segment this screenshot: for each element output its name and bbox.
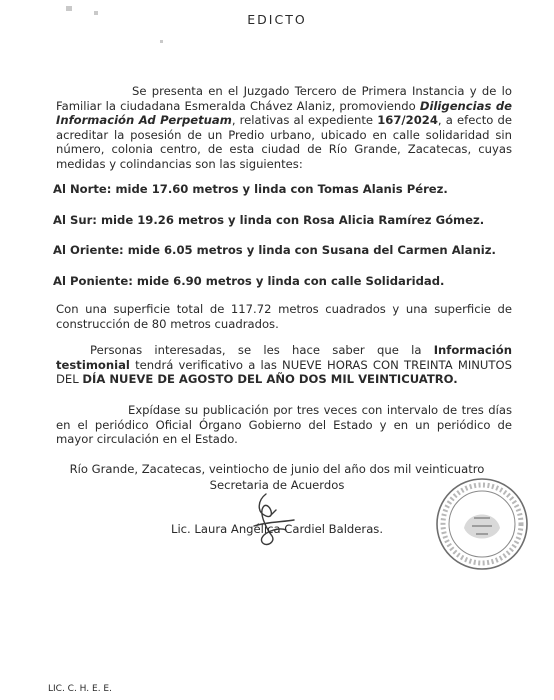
scan-mark: [66, 6, 72, 11]
lugar-fecha: Río Grande, Zacatecas, veintiocho de junio del año dos mil veinticuatro: [69, 462, 485, 476]
diligencias-text: Diligencias de Información Ad Perpetuam: [56, 98, 512, 127]
handwritten-signature: [236, 486, 326, 556]
paragraph-publicacion: Expídase su publicación por tres veces con intervalo de tres días en el periódico Oficial Órgano Gobierno del Estado y en un periódico de mayor circulación en el Estado.: [56, 403, 512, 446]
scan-mark: [94, 11, 98, 15]
informacion-testimonial-text: Información testimonial: [56, 343, 512, 372]
fecha-audiencia-text: DÍA NUEVE DE AGOSTO DEL AÑO DOS MIL VEINTICUATRO.: [82, 372, 458, 386]
scan-mark: [160, 40, 163, 43]
paragraph-text: , a efecto de acreditar la posesión de un Predio urbano, ubicado en calle solidaridad sin número, colonia centro, de esta ciudad de Río Grande, Zacatecas, cuyas medidas y colindancias son las siguientes:: [56, 113, 512, 171]
paragraph-text: Personas interesadas, se les hace saber que la: [90, 343, 434, 357]
medida-poniente: Al Poniente: mide 6.90 metros y linda con calle Solidaridad.: [53, 274, 445, 288]
paragraph-informacion-testimonial: [56, 343, 512, 387]
official-seal-stamp: [434, 476, 530, 572]
expediente-number: 167/2024: [377, 113, 438, 127]
iniciales-footer: LIC. C. H. E. E.: [48, 684, 112, 694]
medida-sur: Al Sur: mide 19.26 metros y linda con Rosa Alicia Ramírez Gómez.: [53, 213, 485, 227]
cargo-secretaria: Secretaria de Acuerdos: [209, 478, 345, 492]
paragraph-text: , relativas al expediente: [231, 113, 378, 127]
document-title: EDICTO: [247, 12, 307, 27]
nombre-firmante: Lic. Laura Angélica Cardiel Balderas.: [171, 522, 384, 536]
paragraph-superficie: Con una superficie total de 117.72 metros cuadrados y una superficie de construcción de 80 metros cuadrados.: [56, 302, 512, 331]
paragraph-presentacion: [56, 84, 512, 171]
paragraph-text: tendrá verificativo a las NUEVE HORAS CON TREINTA MINUTOS DEL: [56, 357, 512, 386]
medida-norte: Al Norte: mide 17.60 metros y linda con Tomas Alanis Pérez.: [53, 182, 448, 196]
paragraph-text: Se presenta en el Juzgado Tercero de Primera Instancia y de lo Familiar la ciudadana Esmeralda Chávez Alaniz, promoviendo: [56, 84, 512, 113]
medida-oriente: Al Oriente: mide 6.05 metros y linda con Susana del Carmen Alaniz.: [53, 243, 496, 257]
